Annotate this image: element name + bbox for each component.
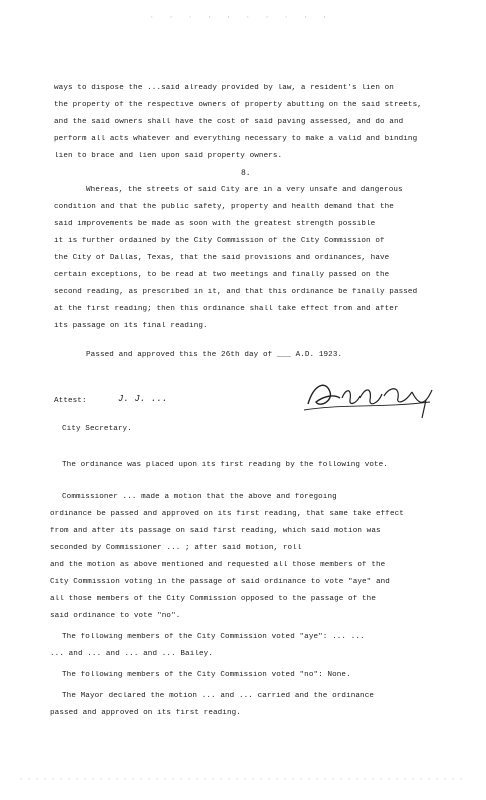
paragraph-2-line-9: its passage on its final reading. — [54, 322, 208, 330]
paragraph-2-line-2: condition and that the public safety, property and health demand that the — [54, 203, 394, 211]
paragraph-2-line-7: second reading, as prescribed in it, and that this ordinance be finally passed — [54, 288, 418, 296]
passed-approved-line: Passed and approved this the 26th day of ___ A.D. 1923. — [86, 351, 343, 359]
paragraph-1-line-5: lien to brace and lien upon said property owners. — [54, 152, 283, 160]
paragraph-4-line-4: seconded by Commissioner ... ; after said motion, roll — [50, 544, 302, 552]
paragraph-4-line-8: said ordinance to vote "no". — [50, 612, 181, 620]
paragraph-5-line-1: The following members of the City Commission voted "aye": ... ... — [62, 633, 365, 641]
paragraph-3: The ordinance was placed upon its first reading by the following vote. — [62, 461, 388, 469]
paragraph-4-line-3: from and after its passage on said first reading, which said motion was — [50, 527, 381, 535]
paragraph-2-line-6: certain exceptions, to be read at two meetings and finally passed on the — [54, 271, 390, 279]
attest-signature: J. J. ... — [118, 394, 168, 404]
paragraph-4-line-2: ordinance be passed and approved on its first reading, that same take effect — [50, 510, 404, 518]
section-number: 8. — [241, 169, 251, 178]
paragraph-1-line-3: and the said owners shall have the cost of said paving assessed, and do and — [54, 118, 404, 126]
paragraph-4-line-5: and the motion as above mentioned and requested all those members of the — [50, 561, 386, 569]
paragraph-1-line-4: perform all acts whatever and everything necessary to make a valid and binding — [54, 135, 418, 143]
footer-scan-marks — [20, 776, 466, 782]
paragraph-2-line-8: at the first reading; then this ordinance shall take effect from and after — [54, 305, 399, 313]
paragraph-2-line-4: it is further ordained by the City Commission of the City Commission of — [54, 237, 385, 245]
attest-label: Attest: — [54, 397, 87, 405]
city-secretary-label: City Secretary. — [62, 425, 132, 433]
paragraph-1-line-2: the property of the respective owners of property abutting on the said streets, — [54, 101, 422, 109]
mayor-signature — [300, 374, 440, 420]
paragraph-2-line-1: Whereas, the streets of said City are in a very unsafe and dangerous — [86, 186, 403, 194]
paragraph-1-line-1: ways to dispose the ...said already provided by law, a resident's lien on — [54, 84, 394, 92]
paragraph-7-line-2: passed and approved on its first reading. — [50, 709, 241, 717]
paragraph-2-line-3: said improvements be made as soon with the greatest strength possible — [54, 220, 376, 228]
paragraph-5-line-2: ... and ... and ... and ... Bailey. — [50, 650, 213, 658]
paragraph-6: The following members of the City Commission voted "no": None. — [62, 671, 351, 679]
header-marks: · · · · · · · · · · — [150, 14, 333, 21]
paragraph-7-line-1: The Mayor declared the motion ... and ... carried and the ordinance — [62, 692, 375, 700]
paragraph-4-line-6: City Commission voting in the passage of said ordinance to vote "aye" and — [50, 578, 390, 586]
paragraph-2-line-5: the City of Dallas, Texas, that the said provisions and ordinances, have — [54, 254, 390, 262]
paragraph-4-line-1: Commissioner ... made a motion that the above and foregoing — [62, 493, 337, 501]
paragraph-4-line-7: all those members of the City Commission opposed to the passage of the — [50, 595, 376, 603]
